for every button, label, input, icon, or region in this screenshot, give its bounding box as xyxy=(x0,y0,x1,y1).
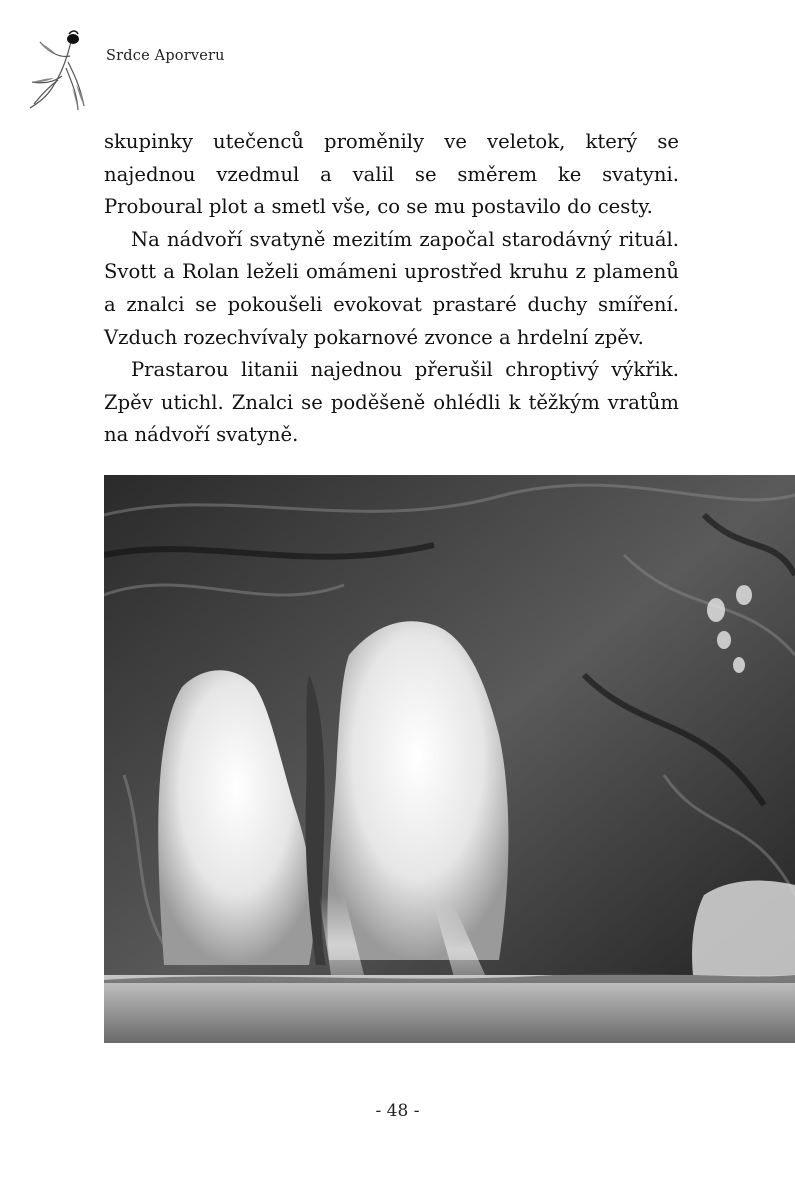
paragraph: Na nádvoří svatyně mezitím započal starodávný rituál. Svott a Rolan leželi omámeni uprostřed kruhu z plamenů a znalci se pokoušeli evokovat prastaré duchy smíření. Vzduch rozechvívaly pokarnové zvonce a hrdelní zpěv. xyxy=(104,227,679,349)
flower-ornament-icon xyxy=(22,28,102,118)
cave-interior-image xyxy=(104,475,795,1043)
body-text xyxy=(104,126,679,452)
cave-illustration xyxy=(104,475,795,1043)
page-number: - 48 - xyxy=(375,1101,420,1121)
page-header xyxy=(22,28,322,118)
paragraph: Prastarou litanii najednou přerušil chroptivý výkřik. Zpěv utichl. Znalci se poděšeně ohlédli k těžkým vratům na nádvoří svatyně. xyxy=(104,358,679,447)
running-title: Srdce Aporveru xyxy=(106,48,225,64)
paragraph: skupinky utečenců proměnily ve veletok, který se najednou vzedmul a valil se směrem ke svatyni. Proboural plot a smetl vše, co se mu postavilo do cesty. xyxy=(104,130,679,219)
